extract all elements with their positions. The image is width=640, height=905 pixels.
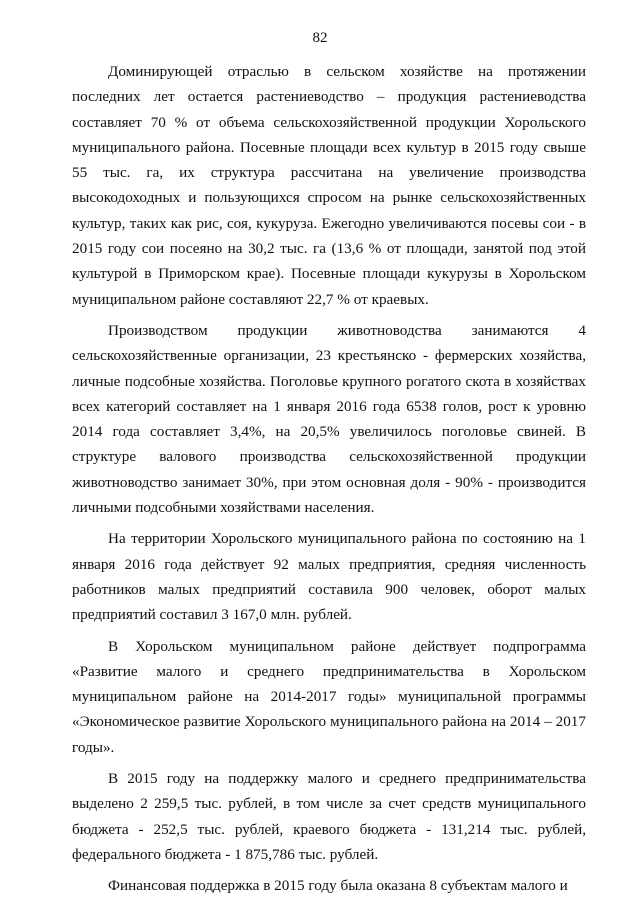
paragraph-subprogram: В Хорольском муниципальном районе действует подпрограмма «Развитие малого и среднего предпринимательства в Хорольском муниципальном районе на 2014-2017 годы» муниципальной программы «Экономическое развитие Хорольского муниципального района на 2014 – 2017 годы». [72,637,586,756]
page-number: 82 [312,30,328,46]
paragraph-funding: В 2015 году на поддержку малого и среднего предпринимательства выделено 2 259,5 тыс. рублей, в том числе за счет средств муниципального бюджета - 252,5 тыс. рублей, краевого бюджета - 131,214 тыс. рублей, федерального бюджета - 1 875,786 тыс. рублей. [72,770,586,863]
paragraph-small-business: На территории Хорольского муниципального района по состоянию на 1 января 2016 года действует 92 малых предприятия, средняя численность работников малых предприятий составила 900 человек, оборот малых предприятий составил 3 167,0 млн. рублей. [72,530,586,624]
paragraph-crop-production: Доминирующей отраслью в сельском хозяйстве на протяжении последних лет остается растениеводство – продукция растениеводства составляет 70 % от объема сельскохозяйственной продукции Хорольского муниципального района. Посевные площади всех культур в 2015 году свыше 55 тыс. га, их структура рассчитана на увеличение производства высокодоходных и пользующихся спросом на рынке сельскохозяйственных культур, таких как рис, соя, кукуруза. Ежегодно увеличиваются посевы сои - в 2015 году сои посеяно на 30,2 тыс. га (13,6 % от площади, занятой под этой культурой в Приморском крае). Посевные площади кукурузы в Хорольском муниципальном районе составляют 22,7 % от краевых. [72,63,586,308]
paragraph-livestock: Производством продукции животноводства занимаются 4 сельскохозяйственные организации, 23 крестьянско - фермерских хозяйства, личные подсобные хозяйства. Поголовье крупного рогатого скота в хозяйствах всех категорий составляет на 1 января 2016 года 6538 голов, рост к уровню 2014 года составляет 3,4%, на 20,5% увеличилось поголовье свиней. В структуре валового производства сельскохозяйственной продукции животноводство занимает 30%, при этом основная доля - 90% - производится личными подсобными хозяйствами населения. [72,321,586,517]
body-text [72,59,586,899]
paragraph-financial-support: Финансовая поддержка в 2015 году была оказана 8 субъектам малого и [108,877,568,895]
